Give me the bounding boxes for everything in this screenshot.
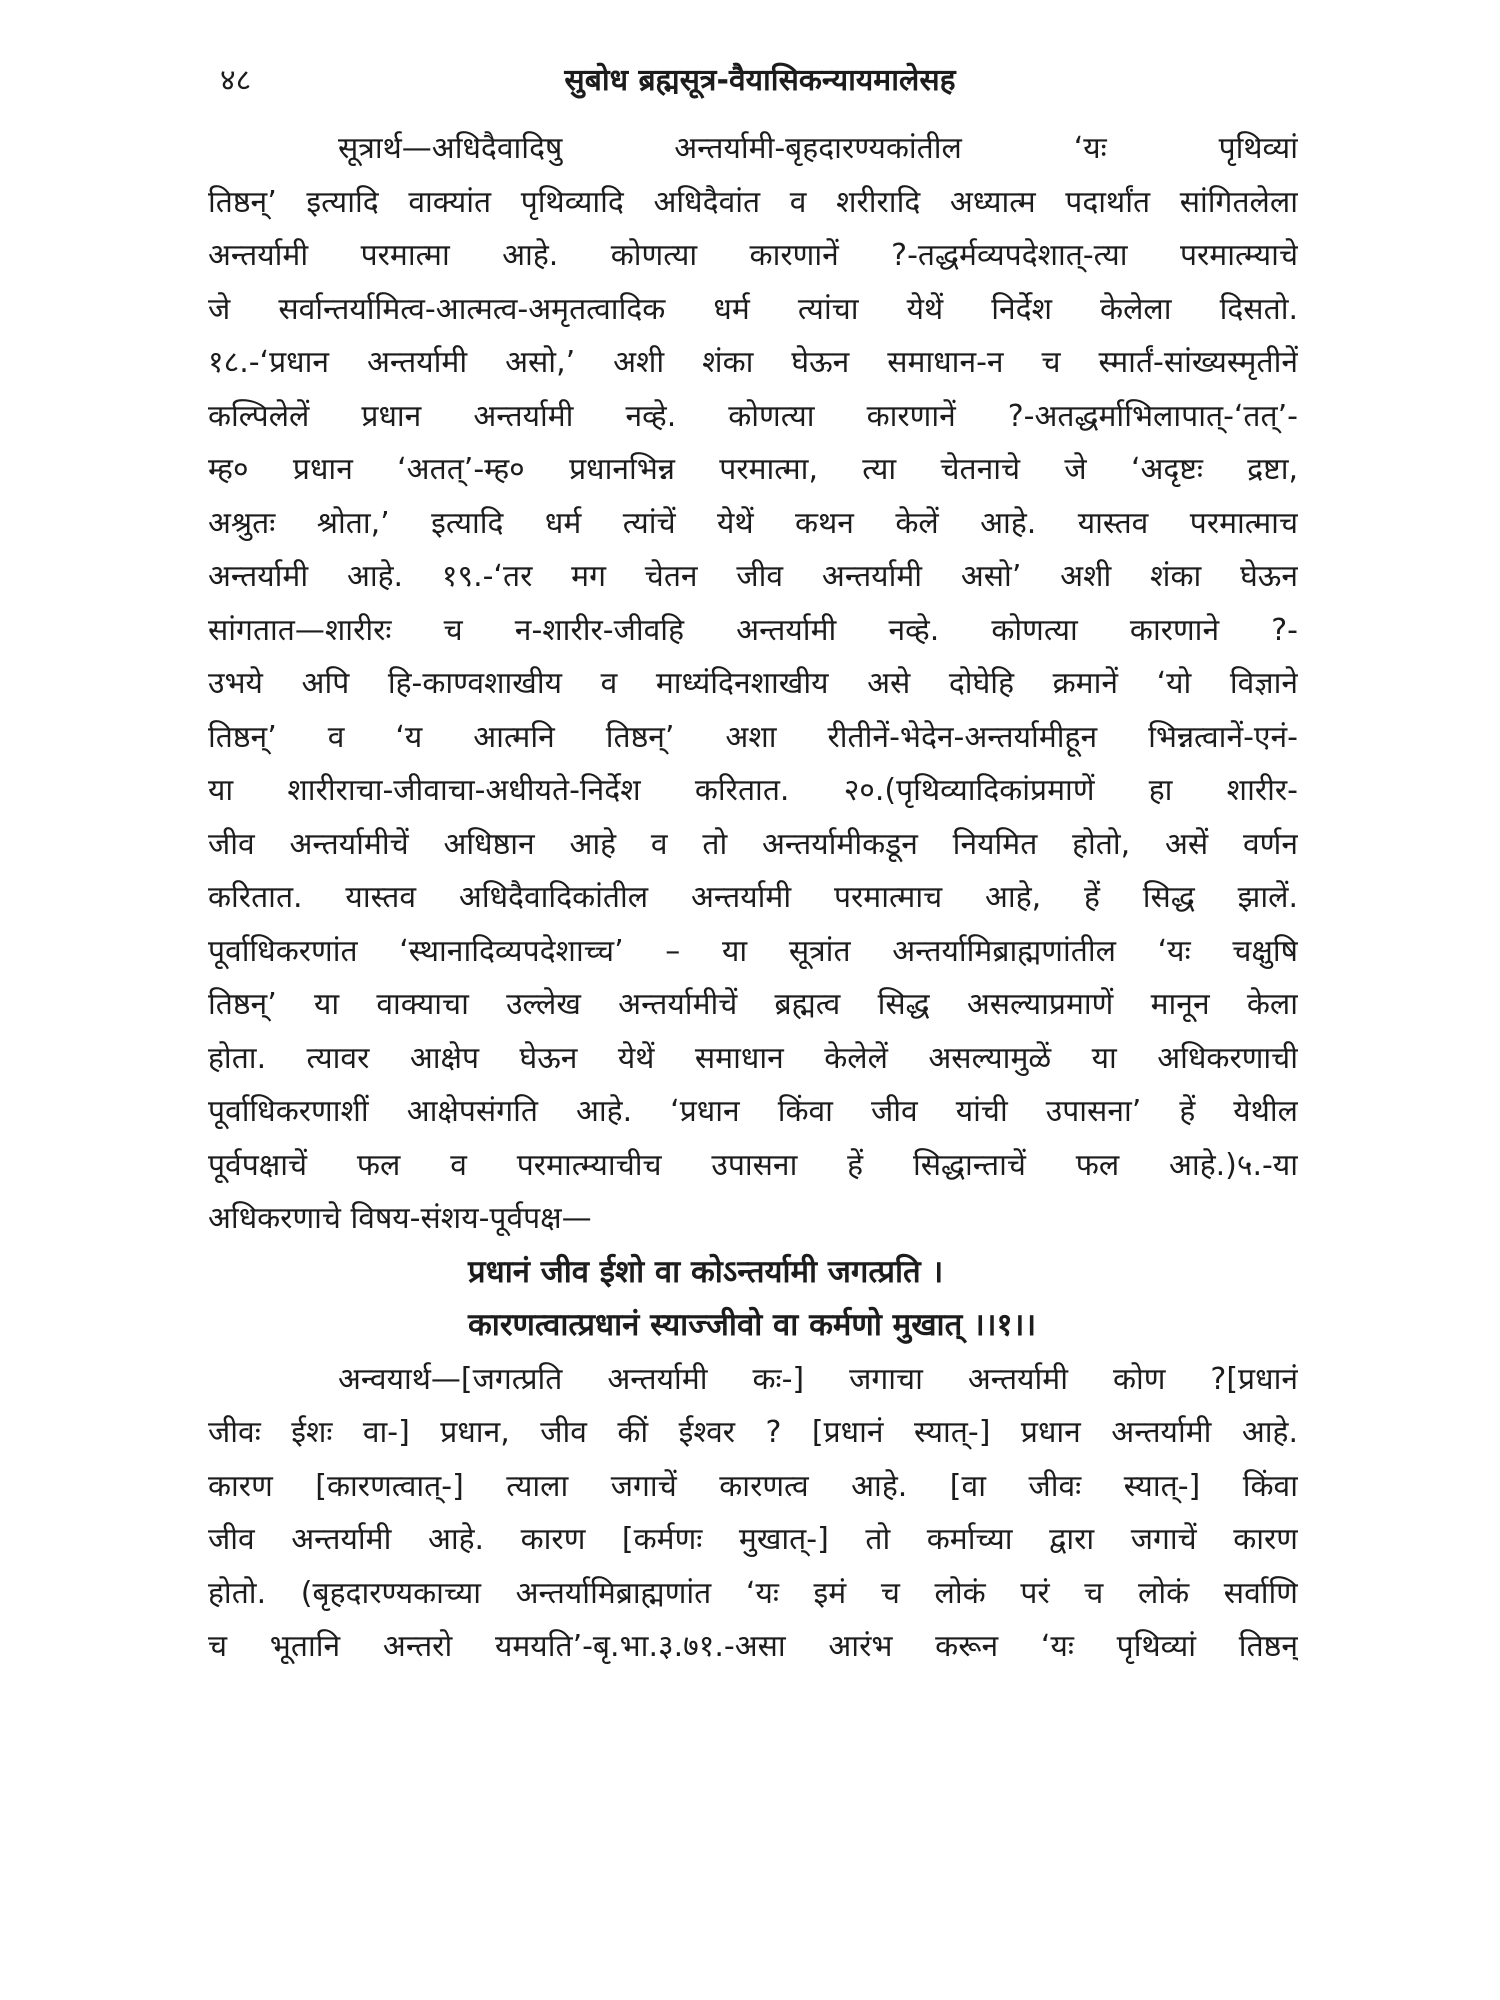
- body-text: [208, 122, 1298, 1674]
- verse-line: कारणत्वात्प्रधानं स्याज्जीवो वा कर्मणो मुखात् ।।१।।: [468, 1307, 1037, 1343]
- text-line: या शारीराचा-जीवाचा-अधीयते-निर्देश करितात. २०.(पृथिव्यादिकांप्रमाणें हा शारीर-: [208, 773, 1298, 808]
- page-header: [200, 58, 1320, 114]
- text-line: जीव अन्तर्यामीचें अधिष्ठान आहे व तो अन्तर्यामीकडून नियमित होतो, असें वर्णन: [208, 826, 1298, 862]
- page-number: ४८: [220, 63, 252, 98]
- text-line: तिष्ठन्’ इत्यादि वाक्यांत पृथिव्यादि अधिदैवांत व शरीरादि अध्यात्म पदार्थांत सांगितलेला: [208, 184, 1298, 220]
- anvaya-line: होतो. (बृहदारण्यकाच्या अन्तर्यामिब्राह्मणांत ‘यः इमं च लोकं परं च लोकं सर्वाणि: [208, 1575, 1298, 1611]
- text-line: सूत्रार्थ—अधिदैवादिषु अन्तर्यामी-बृहदारण्यकांतील ‘यः पृथिव्यां: [338, 131, 1298, 166]
- anvaya-line: जीवः ईशः वा-] प्रधान, जीव कीं ईश्वर ? [प्रधानं स्यात्-] प्रधान अन्तर्यामी आहे.: [208, 1415, 1298, 1450]
- text-line: अश्रुतः श्रोता,’ इत्यादि धर्म त्यांचें येथें कथन केलें आहे. यास्तव परमात्माच: [208, 505, 1298, 541]
- text-line: म्ह० प्रधान ‘अतत्’-म्ह० प्रधानभिन्न परमात्मा, त्या चेतनाचे जे ‘अदृष्टः द्रष्टा,: [208, 452, 1298, 487]
- text-line: जे सर्वान्तर्यामित्व-आत्मत्व-अमृतत्वादिक धर्म त्यांचा येथें निर्देश केलेला दिसतो.: [208, 291, 1298, 327]
- anvaya-line: च भूतानि अन्तरो यमयति’-बृ.भा.३.७१.-असा आरंभ करून ‘यः पृथिव्यां तिष्ठन्: [208, 1629, 1298, 1664]
- text-line: पूर्वाधिकरणांत ‘स्थानादिव्यपदेशाच्च’ – या सूत्रांत अन्तर्यामिब्राह्मणांतील ‘यः चक्षुषि: [208, 933, 1298, 969]
- text-line: १८.-‘प्रधान अन्तर्यामी असो,’ अशी शंका घेऊन समाधान-न च स्मार्तं-सांख्यस्मृतीनें: [208, 345, 1298, 380]
- text-line: अन्तर्यामी आहे. १९.-‘तर मग चेतन जीव अन्तर्यामी असो’ अशी शंका घेऊन: [208, 559, 1298, 594]
- anvaya-line: कारण [कारणत्वात्-] त्याला जगाचें कारणत्व आहे. [वा जीवः स्यात्-] किंवा: [208, 1468, 1298, 1504]
- text-line: तिष्ठन्’ व ‘य आत्मनि तिष्ठन्’ अशा रीतीनें-भेदेन-अन्तर्यामीहून भिन्नत्वानें-एनं-: [208, 719, 1298, 755]
- text-line: अन्तर्यामी परमात्मा आहे. कोणत्या कारणानें ?-तद्धर्मव्यपदेशात्-त्या परमात्म्याचे: [208, 238, 1298, 273]
- anvaya-line: अन्वयार्थ—[जगत्प्रति अन्तर्यामी कः-] जगाचा अन्तर्यामी कोण ?[प्रधानं: [338, 1361, 1298, 1397]
- text-line: पूर्वाधिकरणाशीं आक्षेपसंगति आहे. ‘प्रधान किंवा जीव यांची उपासना’ हें येथील: [208, 1094, 1298, 1129]
- text-line: करितात. यास्तव अधिदैवादिकांतील अन्तर्यामी परमात्माच आहे, हें सिद्ध झालें.: [208, 880, 1298, 915]
- text-line: उभये अपि हि-काण्वशाखीय व माध्यंदिनशाखीय असे दोघेहि क्रमानें ‘यो विज्ञाने: [208, 666, 1298, 701]
- text-line: पूर्वपक्षाचें फल व परमात्म्याचीच उपासना हें सिद्धान्ताचें फल आहे.)५.-या: [208, 1147, 1298, 1183]
- anvaya-line: जीव अन्तर्यामी आहे. कारण [कर्मणः मुखात्-] तो कर्माच्या द्वारा जगाचें कारण: [208, 1522, 1298, 1557]
- running-title: सुबोध ब्रह्मसूत्र-वैयासिकन्यायमालेसह: [564, 63, 956, 98]
- text-line: कल्पिलेलें प्रधान अन्तर्यामी नव्हे. कोणत्या कारणानें ?-अतद्धर्माभिलापात्-‘तत्’-: [208, 398, 1298, 434]
- text-line: अधिकरणाचे विषय-संशय-पूर्वपक्ष—: [208, 1201, 592, 1236]
- verse-line: प्रधानं जीव ईशो वा कोऽन्तर्यामी जगत्प्रति ।: [468, 1253, 944, 1290]
- text-line: होता. त्यावर आक्षेप घेऊन येथें समाधान केलेलें असल्यामुळें या अधिकरणाची: [208, 1040, 1298, 1076]
- text-line: सांगतात—शारीरः च न-शारीर-जीवहि अन्तर्यामी नव्हे. कोणत्या कारणाने ?-: [208, 612, 1298, 648]
- text-line: तिष्ठन्’ या वाक्याचा उल्लेख अन्तर्यामीचें ब्रह्मत्व सिद्ध असल्याप्रमाणें मानून केला: [208, 987, 1298, 1022]
